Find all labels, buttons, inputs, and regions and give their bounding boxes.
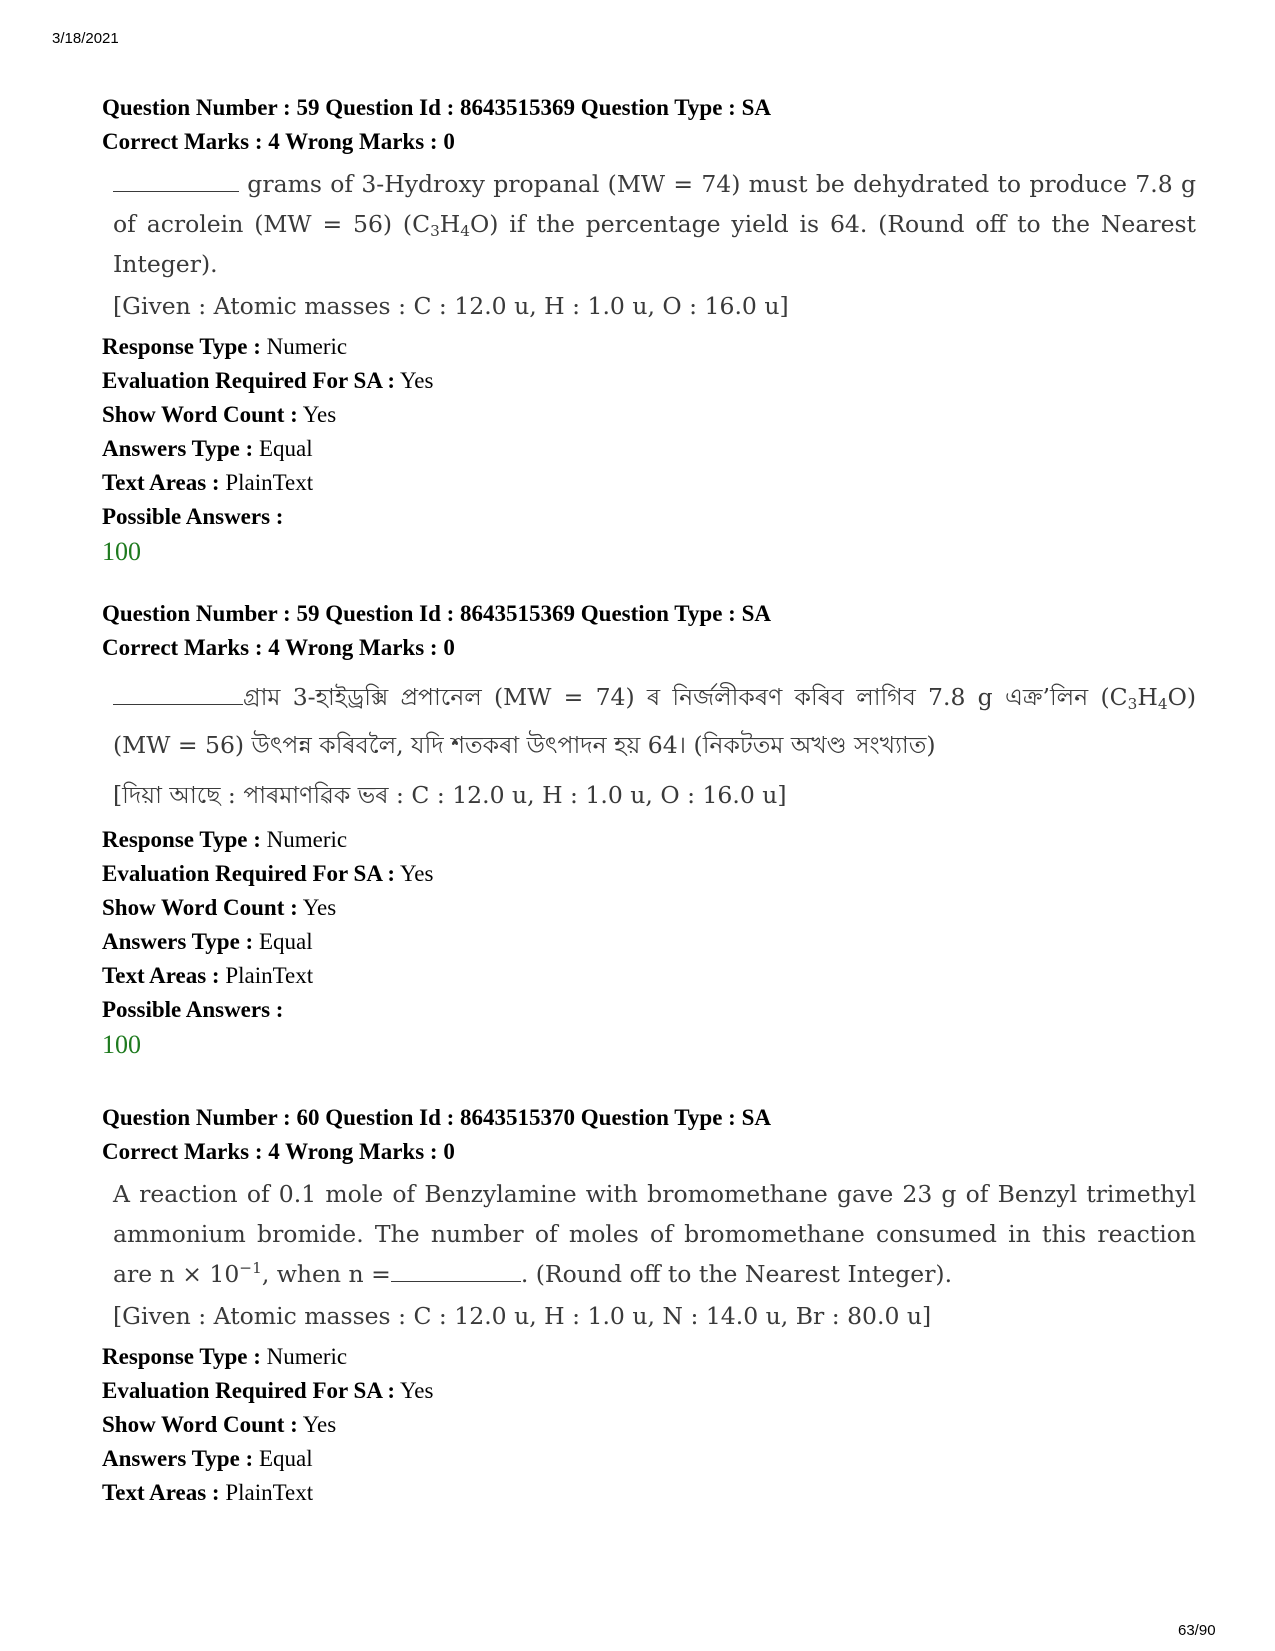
word-count-value: Yes <box>302 895 337 920</box>
marks-header: Correct Marks : 4 Wrong Marks : 0 <box>102 129 455 154</box>
question-fields: Response Type : Numeric Evaluation Required For SA : Yes Show Word Count : Yes Answers Type : Equal Text Areas : PlainText Possible Answers : <box>102 334 434 529</box>
question-block-1 <box>102 91 1202 570</box>
question-header: Question Number : 59 Question Id : 8643515369 Question Type : SA <box>102 601 771 626</box>
question-text: A reaction of 0.1 mole of Benzylamine with bromomethane gave 23 g of Benzyl trimethyl ammonium bromide. The number of moles of bromomethane consumed in this reaction are $n \times 10^{-1}$, when n = . (Round off to the Nearest Integer). [Given : Atomic masses : C : 12.0 u, H : 1.0 u, N : 14.0 u, Br : 80.0 u] <box>113 1174 1196 1336</box>
text-areas-value: PlainText <box>225 1480 314 1505</box>
question-text: গ্ৰাম 3-হাইড্ৰক্সি প্ৰপানেল (MW = 74) ৰ নিৰ্জলীকৰণ কৰিব লাগিব 7.8 g এক্ৰ’লিন $(C_3H_4O) (MW = 56)$ উৎপন্ন কৰিবলৈ, যদি শতকৰা উৎপাদন হয় 64। (নিকটতম অখণ্ড সংখ্যাত) [দিয়া আছে : পাৰমাণৱিক ভৰ : C : 12.0 u, H : 1.0 u, O : 16.0 u] <box>113 673 1196 819</box>
answer-blank <box>113 682 243 705</box>
text-areas-value: PlainText <box>225 470 314 495</box>
answers-type-value: Equal <box>258 929 313 954</box>
question-fields: Response Type : Numeric Evaluation Required For SA : Yes Show Word Count : Yes Answers Type : Equal Text Areas : PlainText Possible Answers : <box>102 827 434 1022</box>
question-header: Question Number : 60 Question Id : 8643515370 Question Type : SA <box>102 1105 771 1130</box>
word-count-value: Yes <box>302 402 337 427</box>
given-data: [দিয়া আছে : পাৰমাণৱিক ভৰ : C : 12.0 u, H : 1.0 u, O : 16.0 u] <box>113 781 787 809</box>
question-text: grams of 3-Hydroxy propanal (MW = 74) must be dehydrated to produce 7.8 g of acrolein (MW = 56) $(C_3H_4O)$ if the percentage yield is 64. (Round off to the Nearest Integer). [Given : Atomic masses : C : 12.0 u, H : 1.0 u, O : 16.0 u] <box>113 164 1196 326</box>
evaluation-value: Yes <box>400 861 434 886</box>
response-type-value: Numeric <box>266 334 348 359</box>
marks-header: Correct Marks : 4 Wrong Marks : 0 <box>102 635 455 660</box>
response-type-value: Numeric <box>266 1344 348 1369</box>
print-date: 3/18/2021 <box>52 30 119 47</box>
word-count-value: Yes <box>302 1412 337 1437</box>
question-block-2 <box>102 597 1202 1063</box>
possible-answer: 100 <box>102 1030 141 1059</box>
response-type-value: Numeric <box>266 827 348 852</box>
given-data: [Given : Atomic masses : C : 12.0 u, H : 1.0 u, O : 16.0 u] <box>113 292 789 320</box>
question-header: Question Number : 59 Question Id : 8643515369 Question Type : SA <box>102 95 771 120</box>
text-areas-value: PlainText <box>225 963 314 988</box>
evaluation-value: Yes <box>400 1378 434 1403</box>
answers-type-value: Equal <box>258 436 313 461</box>
answers-type-value: Equal <box>258 1446 313 1471</box>
marks-header: Correct Marks : 4 Wrong Marks : 0 <box>102 1139 455 1164</box>
evaluation-value: Yes <box>400 368 434 393</box>
answer-blank <box>391 1259 521 1282</box>
question-fields: Response Type : Numeric Evaluation Required For SA : Yes Show Word Count : Yes Answers Type : Equal Text Areas : PlainText <box>102 1344 434 1505</box>
page-number: 63/90 <box>1178 1622 1216 1639</box>
answer-blank <box>113 169 239 192</box>
given-data: [Given : Atomic masses : C : 12.0 u, H : 1.0 u, N : 14.0 u, Br : 80.0 u] <box>113 1302 932 1330</box>
question-block-3 <box>102 1101 1202 1510</box>
possible-answer: 100 <box>102 537 141 566</box>
